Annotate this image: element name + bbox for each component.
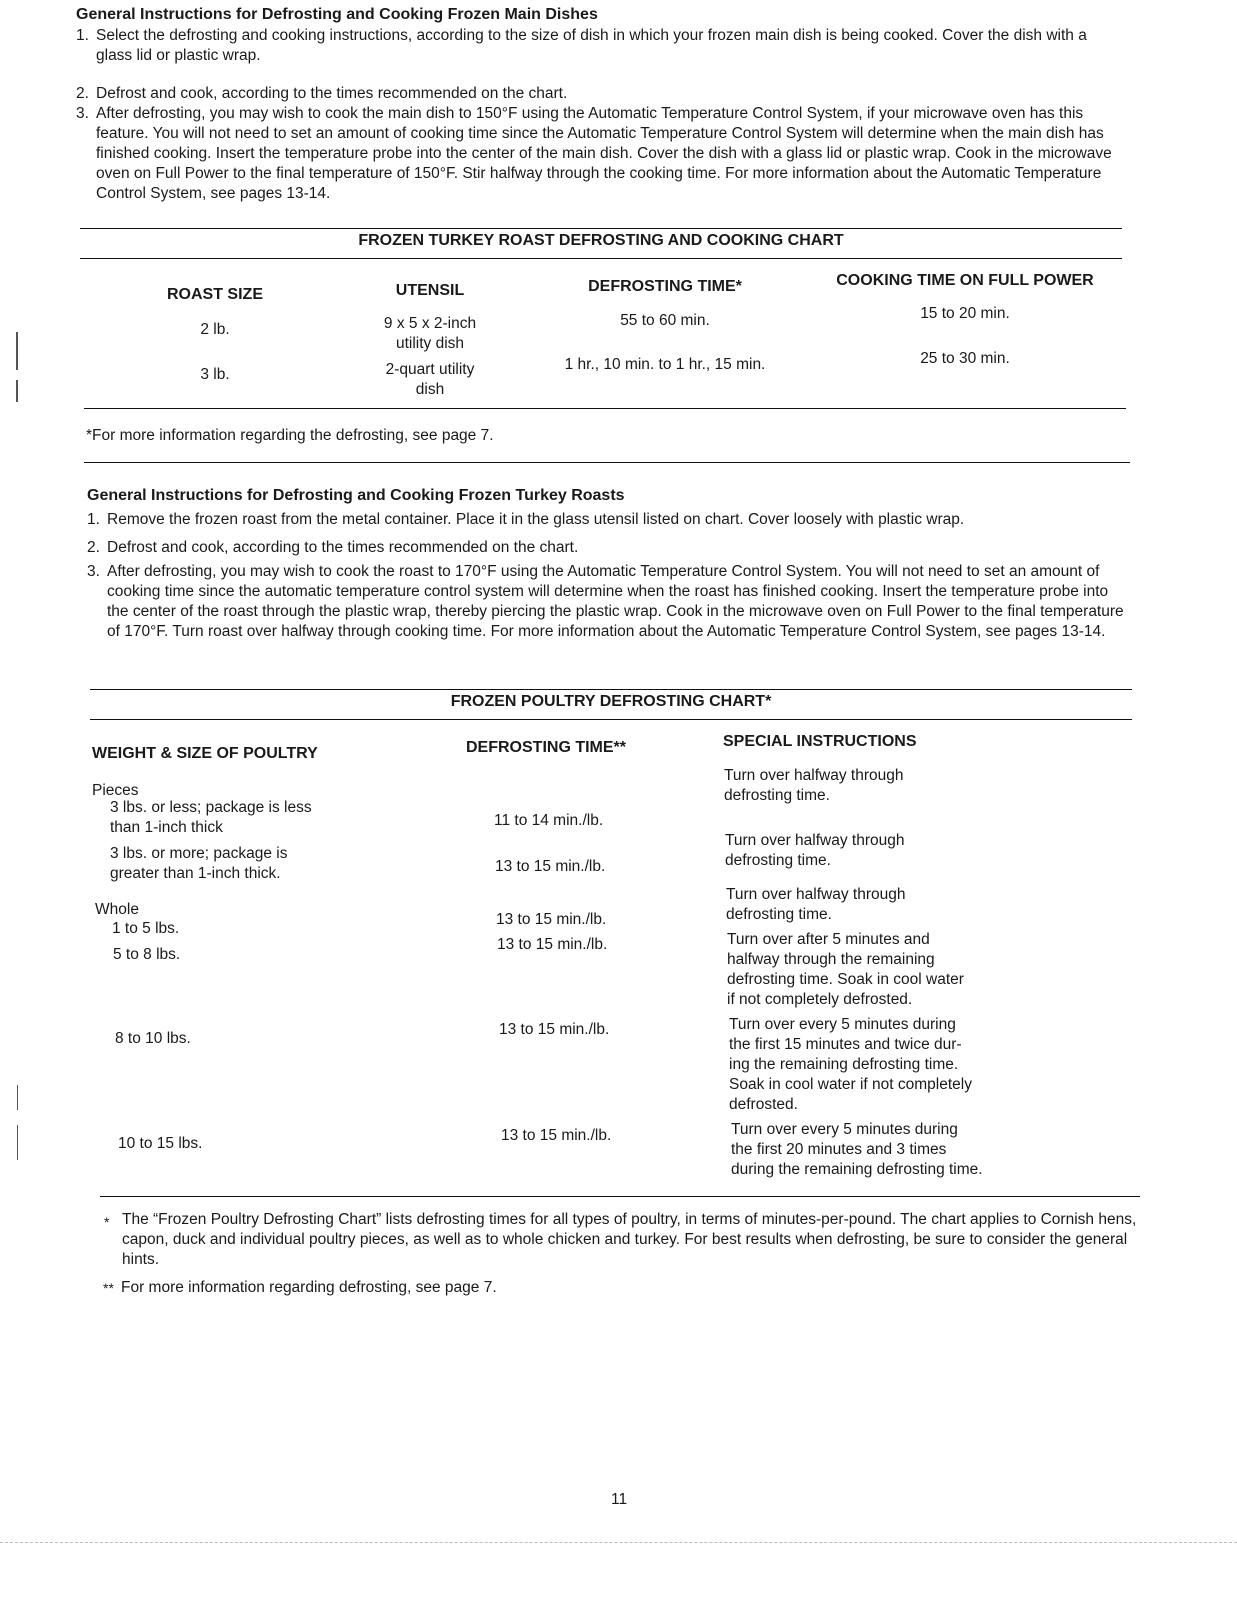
cell-instruction-line: defrosting time. [725, 852, 831, 869]
cell-cooking-time: 25 to 30 min. [920, 350, 1010, 367]
cell-utensil: utility dish [395, 335, 465, 352]
section-heading-main-dishes: General Instructions for Defrosting and Cooking Frozen Main Dishes [76, 6, 598, 23]
item-number: 2. [76, 85, 89, 102]
cell-utensil: 2-quart utility [385, 361, 475, 378]
divider [90, 719, 1132, 720]
cell-defrosting-time: 11 to 14 min./lb. [494, 812, 604, 829]
divider [80, 228, 1122, 229]
scan-margin-mark [17, 1085, 18, 1110]
cell-utensil: dish [415, 381, 445, 398]
cell-cooking-time: 15 to 20 min. [920, 305, 1010, 322]
item-text: After defrosting, you may wish to cook the main dish to 150°F using the Automatic Temperature Control System, if your microwave oven has this feature. You will not need to set an amount of cooking time since the Automatic Temperature Control System will determine when the main dish has finished cooking. Insert the temperature probe into the center of the main dish. Cover the dish with a glass lid or plastic wrap. Cook in the microwave oven on Full Power to the final temperature of 150°F. Stir halfway through the cooking time. For more information about the Automatic Temperature Control System, see pages 13-14. [96, 105, 1112, 202]
cell-instruction-line: Turn over after 5 minutes and [727, 931, 930, 948]
section-heading-turkey-roasts: General Instructions for Defrosting and Cooking Frozen Turkey Roasts [87, 487, 625, 504]
cell-instruction-line: defrosting time. Soak in cool water [727, 971, 964, 988]
chart-title-turkey-roast: FROZEN TURKEY ROAST DEFROSTING AND COOKING CHART [358, 232, 844, 249]
list-item [76, 104, 1122, 204]
cell-roast-size: 2 lb. [200, 321, 230, 338]
footnote-marker: * [104, 1214, 110, 1230]
item-number: 3. [76, 105, 89, 122]
chart-footnote: The “Frozen Poultry Defrosting Chart” lists defrosting times for all types of poultry, in terms of minutes-per-pound. The chart applies to Cornish hens, capon, duck and individual poultry pieces, as well as to whole chicken and turkey. For best results when defrosting, be sure to consider the general hints. [122, 1211, 1137, 1268]
cell-instruction-line: Turn over halfway through [726, 886, 906, 903]
list-item [87, 562, 1133, 662]
cell-instruction-line: Soak in cool water if not completely [729, 1076, 972, 1093]
group-label-whole: Whole [95, 901, 139, 918]
item-number: 3. [87, 563, 100, 580]
item-number: 1. [76, 27, 89, 44]
cell-weight: 3 lbs. or more; package is [110, 845, 288, 862]
cell-weight: 10 to 15 lbs. [118, 1135, 203, 1152]
column-header-defrosting-time: DEFROSTING TIME** [466, 739, 627, 756]
list-item [87, 510, 1133, 532]
footnote-marker: ** [103, 1280, 114, 1296]
cell-weight: than 1-inch thick [110, 819, 223, 836]
cell-defrosting-time: 13 to 15 min./lb. [496, 911, 607, 928]
cell-instruction-line: during the remaining defrosting time. [731, 1161, 983, 1178]
cell-instruction-line: the first 20 minutes and 3 times [731, 1141, 947, 1158]
cell-weight: 3 lbs. or less; package is less [110, 799, 312, 816]
chart-footnote: For more information regarding defrosting, see page 7. [121, 1279, 497, 1296]
cell-defrosting-time: 13 to 15 min./lb. [497, 936, 608, 953]
scan-margin-mark [16, 332, 18, 370]
cell-defrosting-time: 13 to 15 min./lb. [495, 858, 606, 875]
list-item [76, 84, 1122, 106]
scan-edge-line [0, 1542, 1237, 1544]
item-text: Defrost and cook, according to the times recommended on the chart. [96, 85, 568, 102]
list-item [87, 538, 1133, 560]
item-text: Remove the frozen roast from the metal container. Place it in the glass utensil listed on chart. Cover loosely with plastic wrap. [107, 511, 965, 528]
divider [84, 462, 1130, 463]
group-label-pieces: Pieces [92, 782, 139, 799]
cell-weight: 5 to 8 lbs. [113, 946, 181, 963]
cell-weight: 8 to 10 lbs. [115, 1030, 191, 1047]
cell-instruction-line: Turn over halfway through [725, 832, 905, 849]
column-header-weight: WEIGHT & SIZE OF POULTRY [92, 745, 318, 762]
column-header-utensil: UTENSIL [395, 282, 465, 299]
divider [80, 258, 1122, 259]
divider [90, 689, 1132, 690]
column-header-special-instructions: SPECIAL INSTRUCTIONS [723, 733, 917, 750]
divider [84, 408, 1126, 409]
cell-weight: greater than 1-inch thick. [110, 865, 281, 882]
cell-instruction-line: Turn over halfway through [724, 767, 904, 784]
cell-weight: 1 to 5 lbs. [112, 920, 180, 937]
cell-defrosting-time: 13 to 15 min./lb. [501, 1127, 612, 1144]
cell-instruction-line: halfway through the remaining [727, 951, 935, 968]
cell-instruction-line: if not completely defrosted. [727, 991, 913, 1008]
chart-footnote: *For more information regarding the defrosting, see page 7. [86, 427, 494, 444]
cell-instruction-line: ing the remaining defrosting time. [729, 1056, 959, 1073]
cell-defrosting-time: 55 to 60 min. [620, 312, 710, 329]
cell-instruction-line: Turn over every 5 minutes during [729, 1016, 956, 1033]
cell-instruction-line: defrosted. [729, 1096, 798, 1113]
item-text: Select the defrosting and cooking instructions, according to the size of dish in which your frozen main dish is being cooked. Cover the dish with a glass lid or plastic wrap. [96, 27, 1087, 64]
scan-margin-mark [17, 1125, 18, 1160]
column-header-roast-size: ROAST SIZE [166, 286, 263, 303]
item-number: 1. [87, 511, 100, 528]
cell-instruction-line: defrosting time. [724, 787, 830, 804]
list-item [76, 26, 1122, 68]
scan-margin-mark [16, 380, 18, 402]
item-text: After defrosting, you may wish to cook the roast to 170°F using the Automatic Temperature Control System. You will not need to set an amount of cooking time since the automatic temperature control system will determine when the roast has finished cooking. Insert the temperature probe into the center of the roast through the plastic wrap, thereby piercing the plastic wrap. Cook in the microwave oven on Full Power to the final temperature of 170°F. Turn roast over halfway through cooking time. For more information about the Automatic Temperature Control System, see pages 13-14. [107, 563, 1124, 640]
cell-defrosting-time: 13 to 15 min./lb. [499, 1021, 610, 1038]
cell-instruction-line: defrosting time. [726, 906, 832, 923]
item-number: 2. [87, 539, 100, 556]
chart-title-poultry: FROZEN POULTRY DEFROSTING CHART* [450, 693, 772, 710]
cell-roast-size: 3 lb. [200, 366, 230, 383]
cell-utensil: 9 x 5 x 2-inch [383, 315, 477, 332]
cell-instruction-line: the first 15 minutes and twice dur- [729, 1036, 962, 1053]
item-text: Defrost and cook, according to the times recommended on the chart. [107, 539, 579, 556]
cell-defrosting-time: 1 hr., 10 min. to 1 hr., 15 min. [564, 356, 766, 373]
column-header-cooking-time: COOKING TIME ON FULL POWER [836, 272, 1094, 289]
divider [100, 1196, 1140, 1197]
cell-instruction-line: Turn over every 5 minutes during [731, 1121, 958, 1138]
column-header-defrosting-time: DEFROSTING TIME* [588, 278, 742, 295]
page-number: 11 [611, 1491, 628, 1508]
